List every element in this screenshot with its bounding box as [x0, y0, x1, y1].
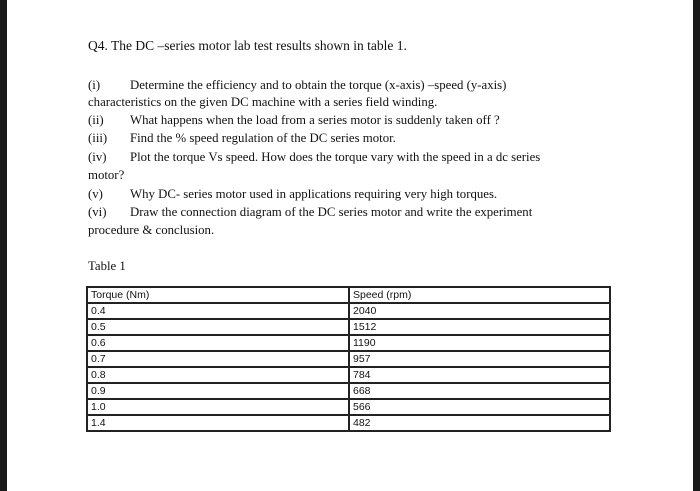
speed-cell: 482 — [349, 415, 610, 431]
table-row — [87, 399, 610, 415]
table-caption: Table 1 — [88, 259, 126, 273]
question-item-6 — [88, 205, 532, 220]
table-header-row — [87, 287, 610, 303]
speed-cell: 668 — [349, 383, 610, 399]
item-number: (ii) — [88, 113, 104, 127]
data-table — [86, 286, 611, 432]
column-header-speed: Speed (rpm) — [349, 287, 610, 303]
speed-cell: 2040 — [349, 303, 610, 319]
item-number: (v) — [88, 187, 103, 201]
torque-cell: 0.4 — [87, 303, 349, 319]
left-border — [0, 0, 7, 491]
question-item-1 — [88, 78, 506, 93]
question-item-2 — [88, 113, 500, 128]
speed-cell: 566 — [349, 399, 610, 415]
item-text: Find the % speed regulation of the DC series motor. — [130, 131, 396, 145]
item-number: (iii) — [88, 131, 108, 145]
torque-cell: 0.7 — [87, 351, 349, 367]
item-text: Determine the efficiency and to obtain the torque (x-axis) –speed (y-axis) — [130, 78, 507, 92]
table-row — [87, 335, 610, 351]
item-text: Why DC- series motor used in applications requiring very high torques. — [130, 187, 498, 201]
table-row — [87, 351, 610, 367]
torque-cell: 0.6 — [87, 335, 349, 351]
item-continuation: motor? — [88, 168, 125, 182]
item-continuation: characteristics on the given DC machine with a series field winding. — [88, 95, 438, 109]
item-text: Draw the connection diagram of the DC series motor and write the experiment — [130, 205, 533, 219]
question-item-4 — [88, 150, 540, 165]
right-border — [693, 0, 700, 491]
torque-cell: 1.4 — [87, 415, 349, 431]
item-text: Plot the torque Vs speed. How does the torque vary with the speed in a dc series — [130, 150, 541, 164]
question-item-3 — [88, 131, 396, 146]
table-row — [87, 415, 610, 431]
question-item-5 — [88, 187, 497, 202]
torque-cell: 0.5 — [87, 319, 349, 335]
question-title: Q4. The DC –series motor lab test results shown in table 1. — [88, 38, 407, 53]
item-number: (iv) — [88, 150, 107, 164]
table-row — [87, 367, 610, 383]
speed-cell: 784 — [349, 367, 610, 383]
torque-cell: 0.9 — [87, 383, 349, 399]
column-header-torque: Torque (Nm) — [87, 287, 349, 303]
item-number: (i) — [88, 78, 101, 92]
item-number: (vi) — [88, 205, 107, 219]
speed-cell: 1512 — [349, 319, 610, 335]
torque-cell: 0.8 — [87, 367, 349, 383]
table-row — [87, 383, 610, 399]
item-continuation: procedure & conclusion. — [88, 223, 215, 237]
speed-cell: 1190 — [349, 335, 610, 351]
table-row — [87, 303, 610, 319]
item-text: What happens when the load from a series motor is suddenly taken off ? — [130, 113, 500, 127]
torque-cell: 1.0 — [87, 399, 349, 415]
speed-cell: 957 — [349, 351, 610, 367]
table-row — [87, 319, 610, 335]
